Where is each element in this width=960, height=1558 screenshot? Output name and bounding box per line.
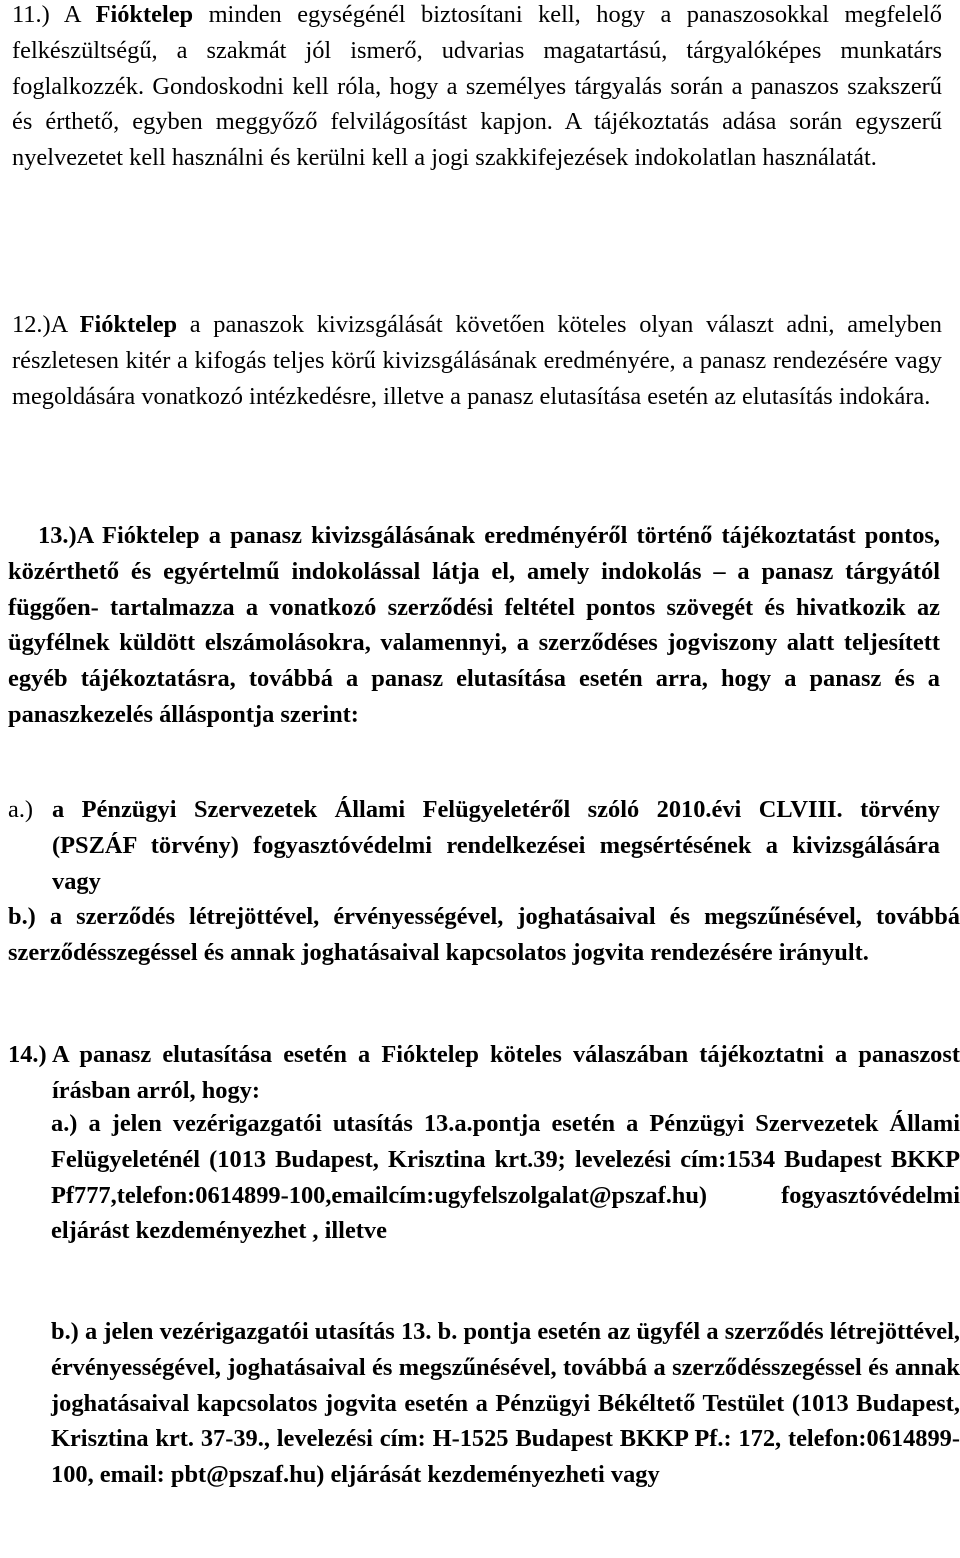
paragraph-13a bbox=[8, 792, 940, 899]
paragraph-12 bbox=[12, 307, 942, 414]
paragraph-13-lead: 13.) bbox=[38, 522, 77, 549]
paragraph-11-entity: Fióktelep bbox=[95, 1, 194, 28]
paragraph-14a-text: a.) a jelen vezérigazgatói utasítás 13.a.pontja esetén a Pénzügyi Szervezetek Állami Felügyeleténél (1013 Budapest, Krisztina krt.39; levelezési cím:1534 Budapest BKKP Pf777,telefon:0614899-100,emailcím:ugyfelszolgalat@pszaf.hu) fogyasztóvédelmi eljárást kezdeményezhet , illetve bbox=[51, 1110, 960, 1245]
paragraph-14-label: 14.) bbox=[8, 1041, 47, 1068]
paragraph-12-entity: Fióktelep bbox=[79, 311, 178, 338]
paragraph-13a-label: a.) bbox=[8, 796, 34, 823]
paragraph-14-text: A panasz elutasítása esetén a Fióktelep köteles válaszában tájékoztatni a panaszost írásban arról, hogy: bbox=[52, 1041, 960, 1104]
paragraph-13 bbox=[8, 518, 940, 733]
paragraph-13a-text: a Pénzügyi Szervezetek Állami Felügyeletéről szóló 2010.évi CLVIII. törvény (PSZÁF törvény) fogyasztóvédelmi rendelkezései megsértésének a kivizsgálására vagy bbox=[52, 796, 940, 895]
paragraph-13b-text: b.) a szerződés létrejöttével, érvényességével, joghatásaival és megszűnésével, továbbá szerződésszegéssel és annak joghatásaival kapcsolatos jogvita rendezésére irányult. bbox=[8, 903, 960, 966]
paragraph-14b bbox=[51, 1314, 960, 1493]
paragraph-12-lead: 12.)A bbox=[12, 311, 80, 338]
paragraph-11-lead: 11.) A bbox=[12, 1, 96, 28]
paragraph-14a bbox=[51, 1106, 960, 1249]
paragraph-11-text: minden egységénél biztosítani kell, hogy a panaszosokkal megfelelő felkészültségű, a szakmát jól ismerő, udvarias magatartású, tárgyalóképes munkatárs foglalkozzék. Gondoskodni kell róla, hogy a személyes tárgyalás során a panaszos szakszerű és érthető, egyben meggyőző felvilágosítást kapjon. A tájékoztatás adása során egyszerű nyelvezetet kell használni és kerülni kell a jogi szakkifejezések indokolatlan használatát. bbox=[12, 1, 942, 172]
paragraph-13b bbox=[8, 899, 960, 971]
paragraph-13-text: A Fióktelep a panasz kivizsgálásának eredményéről történő tájékoztatást pontos, közérthető és egyértelmű indokolással látja el, amely indokolás – a panasz tárgyától függően- tartalmazza a vonatkozó szerződési feltétel pontos szövegét és hivatkozik az ügyfélnek küldött elszámolásokra, valamennyi, a szerződéses jogviszony alatt teljesített egyéb tájékoztatásra, továbbá a panasz elutasítása esetén arra, hogy a panasz és a panaszkezelés álláspontja szerint: bbox=[8, 522, 940, 728]
paragraph-14 bbox=[8, 1037, 960, 1109]
paragraph-12-text: a panaszok kivizsgálását követően köteles olyan választ adni, amelyben részletesen kitér a kifogás teljes körű kivizsgálásának eredményére, a panasz rendezésére vagy megoldására vonatkozó intézkedésre, illetve a panasz elutasítása esetén az elutasítás indokára. bbox=[12, 311, 943, 410]
paragraph-11 bbox=[12, 0, 942, 176]
paragraph-14b-text: b.) a jelen vezérigazgatói utasítás 13. b. pontja esetén az ügyfél a szerződés létrejöttével, érvényességével, joghatásaival és megszűnésével, továbbá a szerződésszegéssel és annak joghatásaival kapcsolatos jogvita esetén a Pénzügyi Békéltető Testület (1013 Budapest, Krisztina krt. 37-39., levelezési cím: H-1525 Budapest BKKP Pf.: 172, telefon:0614899-100, email: pbt@pszaf.hu) eljárását kezdeményezheti vagy bbox=[51, 1318, 960, 1489]
